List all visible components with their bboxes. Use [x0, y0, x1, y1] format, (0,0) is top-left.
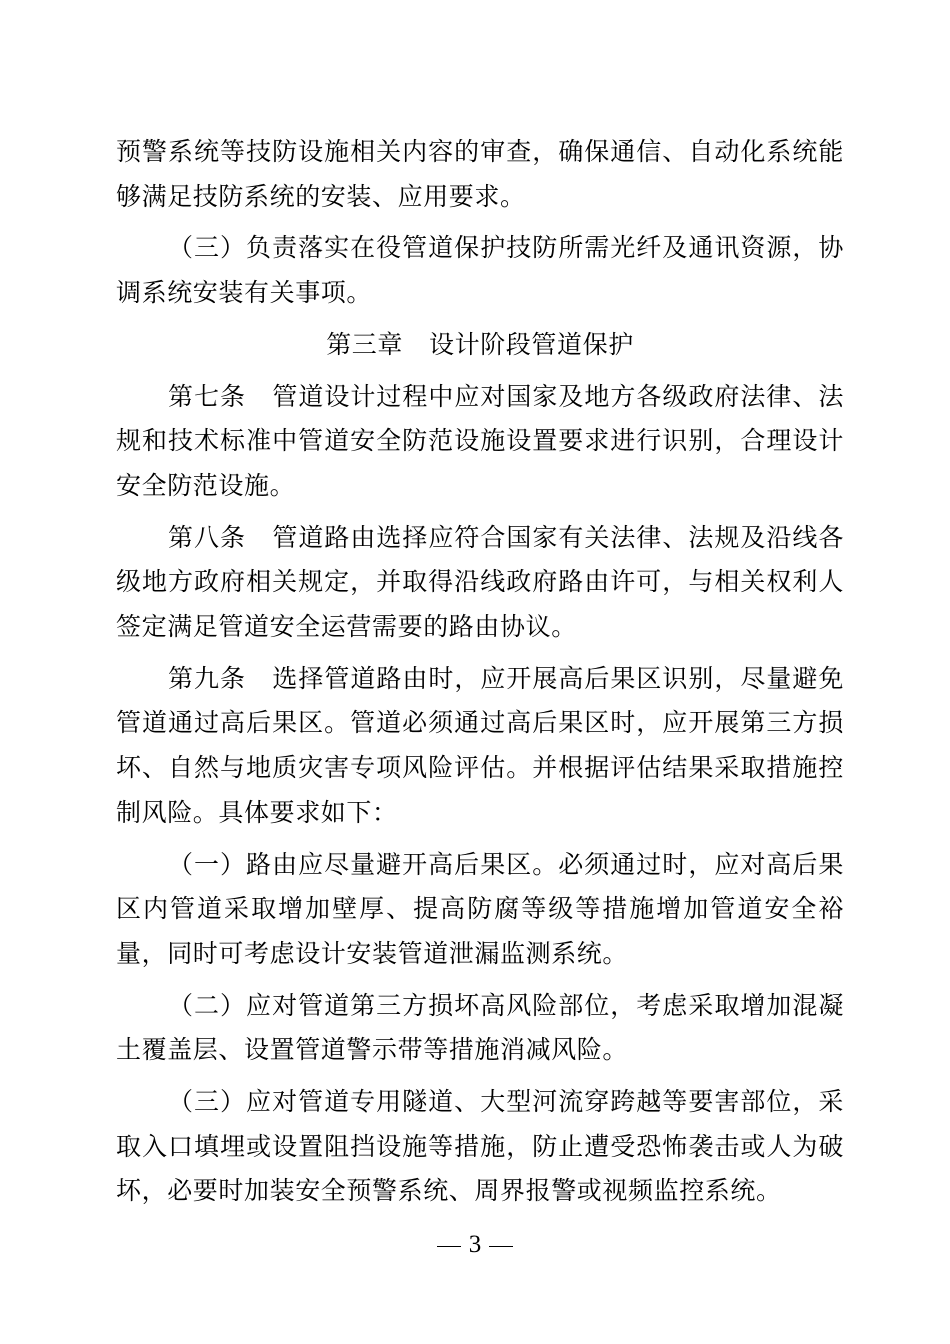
article-7: [116, 375, 844, 509]
chapter-heading: [116, 323, 844, 368]
paragraph-continuation: 预警系统等技防设施相关内容的审查，确保通信、自动化系统能够满足技防系统的安装、应用要求。: [116, 137, 844, 211]
footer-dash-right: [489, 1246, 513, 1247]
article-label: 第九条: [168, 663, 246, 693]
footer-dash-left: [437, 1246, 461, 1247]
chapter-number: 第三章: [326, 329, 403, 359]
article-label: 第七条: [168, 381, 246, 411]
list-item: （二）应对管道第三方损坏高风险部位，考虑采取增加混凝土覆盖层、设置管道警示带等措施消减风险。: [116, 990, 844, 1065]
list-item: （一）路由应尽量避开高后果区。必须通过时，应对高后果区内管道采取增加壁厚、提高防腐等级等措施增加管道安全裕量，同时可考虑设计安装管道泄漏监测系统。: [116, 849, 844, 968]
article-label: 第八条: [168, 522, 246, 552]
chapter-title: 设计阶段管道保护: [429, 329, 634, 359]
article-text: 管道设计过程中应对国家及地方各级政府法律、法规和技术标准中管道安全防范设施设置要求进行识别，合理设计安全防范设施。: [116, 381, 844, 500]
article-8: [116, 516, 844, 650]
article-text: 管道路由选择应符合国家有关法律、法规及沿线各级地方政府相关规定，并取得沿线政府路由许可，与相关权利人签定满足管道安全运营需要的路由协议。: [116, 522, 844, 642]
page-footer: [0, 1230, 950, 1260]
document-body: [116, 130, 844, 1221]
list-item: （三）应对管道专用隧道、大型河流穿跨越等要害部位，采取入口填埋或设置阻挡设施等措施，防止遭受恐怖袭击或人为破坏，必要时加装安全预警系统、周界报警或视频监控系统。: [116, 1087, 844, 1206]
article-9: [116, 657, 844, 836]
paragraph-item-3-prev-section: （三）负责落实在役管道保护技防所需光纤及通讯资源，协调系统安装有关事项。: [116, 233, 844, 308]
page-number: 3: [468, 1231, 482, 1258]
article-text: 选择管道路由时，应开展高后果区识别，尽量避免管道通过高后果区。管道必须通过高后果区时，应开展第三方损坏、自然与地质灾害专项风险评估。并根据评估结果采取措施控制风险。具体要求如下：: [116, 663, 844, 827]
